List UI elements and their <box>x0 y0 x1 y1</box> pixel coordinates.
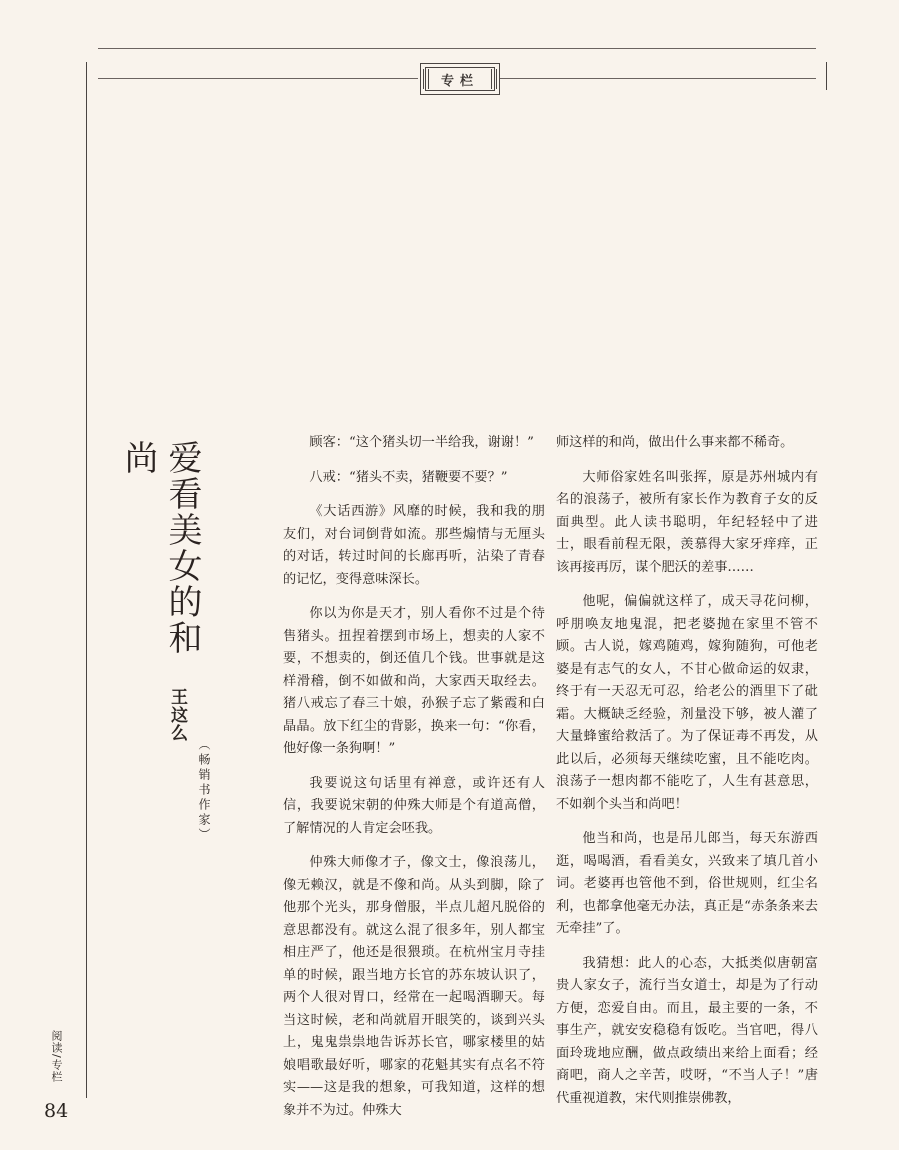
top-rule <box>98 48 816 49</box>
paragraph: 你以为你是天才，别人看你不过是个待售猪头。扭捏着摆到市场上，想卖的人家不要，不想卖的，倒还值几个钱。世事就是这样滑稽，倒不如做和尚，大家西天取经去。猪八戒忘了春三十娘，孙猴子忘了紫霞和白晶晶。放下红尘的背影，换来一句：“你看，他好像一条狗啊！” <box>283 606 545 756</box>
frame-left-border <box>86 62 87 1098</box>
paragraph: 顾客：“这个猪头切一半给我，谢谢！” <box>309 435 534 450</box>
paragraph: 他当和尚，也是吊儿郎当，每天东游西逛，喝喝酒，看看美女，兴致来了填几首小词。老婆再也管他不到，俗世规则，红尘名利，也都拿他毫无办法，真正是“赤条条来去无牵挂”了。 <box>556 831 818 936</box>
paragraph-continued: 师这样的和尚，做出什么事来都不稀奇。 <box>556 435 794 450</box>
frame-right-border <box>826 62 827 90</box>
badge-ornament-left <box>423 69 429 89</box>
article-title: 爱看美女的和尚 <box>118 440 202 656</box>
text-column-1 <box>283 432 545 1118</box>
text-column-2 <box>556 432 818 1106</box>
paragraph: 《大话西游》风靡的时候，我和我的朋友们，对台词倒背如流。那些煽情与无厘头的对话，转过时间的长廊再听，沾染了青春的记忆，变得意味深长。 <box>283 504 545 587</box>
paragraph: 八戒：“猪头不卖，猪鞭要不要？” <box>309 469 508 485</box>
author-note: （畅销书作家） <box>197 738 211 843</box>
section-label: 专栏 <box>425 67 495 91</box>
footer-section-label: 阅读/专栏 <box>50 1030 63 1083</box>
badge-ornament-right <box>491 69 497 89</box>
page-number: 84 <box>44 1100 69 1122</box>
paragraph: 他呢，偏偏就这样了，成天寻花问柳，呼朋唤友地鬼混，把老婆抛在家里不管不顾。古人说，嫁鸡随鸡，嫁狗随狗，可他老婆是有志气的女人，不甘心做命运的奴隶，终于有一天忍无可忍，给老公的酒里下了砒霜。大概缺乏经验，剂量没下够，被人灌了大量蜂蜜给救活了。为了保证毒不再发，从此以后，必须每天继续吃蜜，且不能吃肉。浪荡子一想肉都不能吃了，人生有甚意思，不如剃个头当和尚吧！ <box>556 594 818 812</box>
article-author: 王这么 <box>167 688 187 742</box>
paragraph: 仲殊大师像才子，像文士，像浪荡儿，像无赖汉，就是不像和尚。从头到脚，除了他那个光头，那身僧服，半点儿超凡脱俗的意思都没有。就这么混了很多年，别人都宝相庄严了，他还是很猥琐。在杭州宝月寺挂单的时候，跟当地方长官的苏东坡认识了，两个人很对胃口，经常在一起喝酒聊天。每当这时候，老和尚就眉开眼笑的，谈到兴头上，鬼鬼祟祟地告诉苏长官，哪家楼里的姑娘唱歌最好听，哪家的花魁其实有点名不符实——这是我的想象，可我知道，这样的想象并不为过。仲殊大 <box>283 855 545 1118</box>
paragraph: 大师俗家姓名叫张挥，原是苏州城内有名的浪荡子，被所有家长作为教育子女的反面典型。此人读书聪明，年纪轻轻中了进士，眼看前程无限，羡慕得大家牙痒痒，正该再接再厉，谋个肥沃的差事…… <box>556 469 818 575</box>
paragraph: 我猜想：此人的心态，大抵类似唐朝富贵人家女子，流行当女道士，却是为了行动方便，恋爱自由。而且，最主要的一条，不事生产，就安安稳稳有饭吃。当官吧，得八面玲珑地应酬，做点政绩出来给上面看；经商吧，商人之辛苦，哎呀，“不当人子！”唐代重视道教，宋代则推崇佛教， <box>556 955 818 1106</box>
header-line-left <box>98 78 418 79</box>
section-badge <box>420 63 500 95</box>
paragraph: 我要说这句话里有禅意，或许还有人信，我要说宋朝的仲殊大师是个有道高僧，了解情况的人肯定会呸我。 <box>283 775 545 836</box>
header-line-right <box>500 78 816 79</box>
